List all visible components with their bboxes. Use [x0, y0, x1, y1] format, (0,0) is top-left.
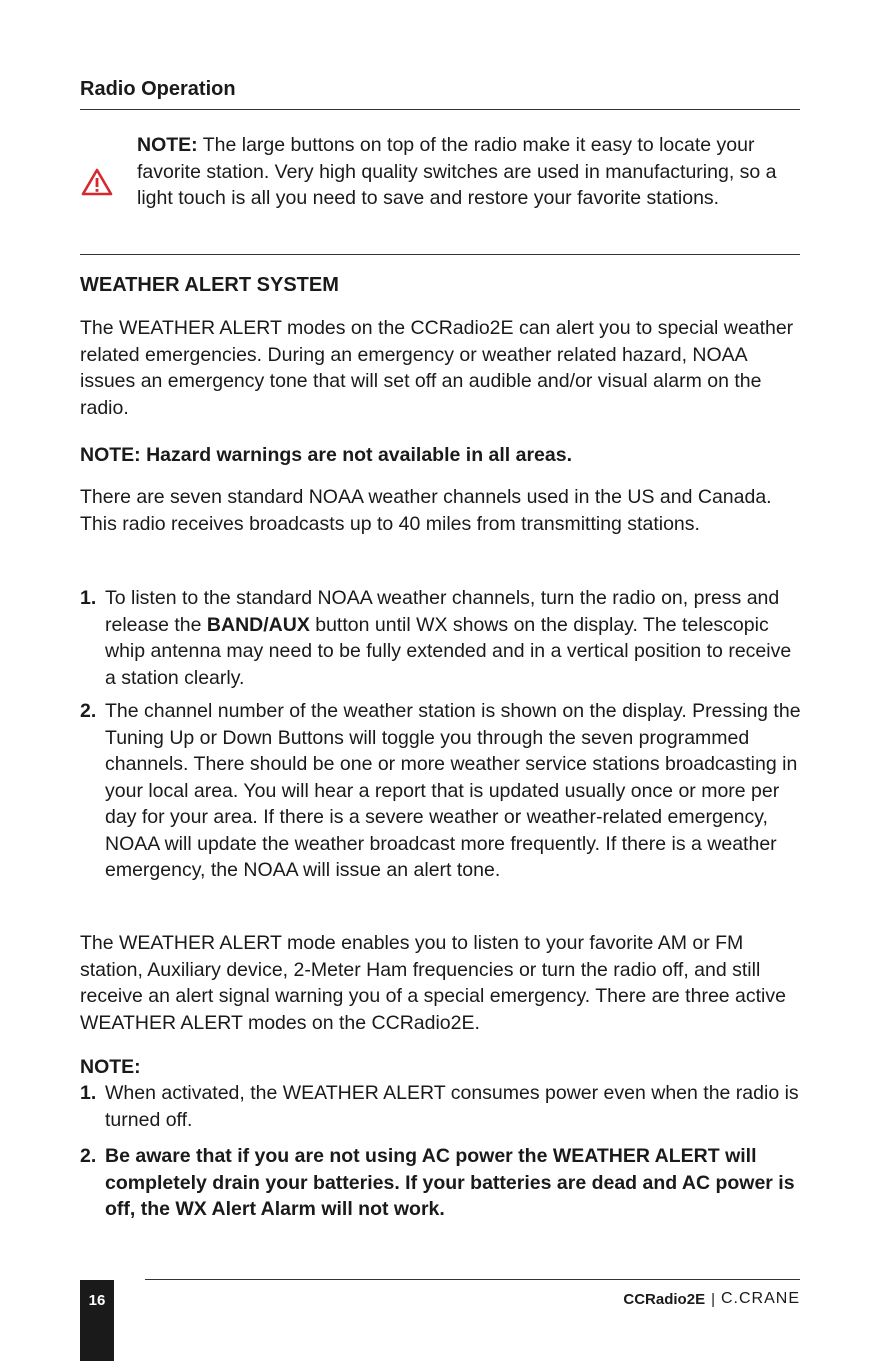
note-2: [80, 1143, 805, 1223]
step-1-text: To listen to the standard NOAA weather channels, turn the radio on, press and release the BAND/AUX button until WX shows on the display. The telescopic whip antenna may need to be fully extended and in a vertical position to receive a station clearly.: [105, 587, 792, 689]
footer-divider: [145, 1279, 800, 1280]
header-divider: [80, 109, 800, 110]
weather-alert-heading: WEATHER ALERT SYSTEM: [80, 274, 339, 296]
step-1: [80, 585, 805, 691]
page-section-title: Radio Operation: [80, 78, 236, 100]
note-1: [80, 1080, 805, 1133]
band-aux-label: BAND/AUX: [206, 613, 310, 636]
note-divider: [80, 254, 800, 255]
note-2-number: 2.: [80, 1145, 97, 1167]
footer-brand: [623, 1290, 800, 1308]
page-number: 16: [88, 1292, 106, 1309]
footer-separator: |: [711, 1290, 715, 1308]
note-box: [137, 132, 797, 212]
step-2-text: The channel number of the weather station is shown on the display. Pressing the Tuning Up or Down Buttons will toggle you through the seven programmed channels. There should be one or more weather service stations broadcasting in your local area. You will hear a report that is updated usually once or more per day for your area. If there is a severe weather or weather-related emergency, NOAA will update the weather broadcast more frequently. If there is a weather emergency, the NOAA will issue an alert tone.: [105, 700, 801, 881]
note-1-number: 1.: [80, 1082, 97, 1104]
step-1-number: 1.: [80, 587, 97, 609]
weather-intro-paragraph: The WEATHER ALERT modes on the CCRadio2E can alert you to special weather related emergencies. During an emergency or weather related hazard, NOAA issues an emergency tone that will set off an audible and/or visual alarm on the radio.: [80, 317, 794, 419]
step-2-number: 2.: [80, 700, 97, 722]
note-2-text: Be aware that if you are not using AC power the WEATHER ALERT will completely drain your batteries. If your batteries are dead and AC power is off, the WX Alert Alarm will not work.: [105, 1145, 795, 1220]
brand-logo: C.CRANE: [720, 1290, 800, 1307]
note-1-text: When activated, the WEATHER ALERT consumes power even when the radio is turned off.: [105, 1082, 799, 1131]
note-text: The large buttons on top of the radio make it easy to locate your favorite station. Very high quality switches are used in manufacturing, so a light touch is all you need to save and restore your favorite stations.: [137, 134, 777, 209]
notes-label: NOTE:: [80, 1056, 141, 1078]
hazard-note: NOTE: Hazard warnings are not available in all areas.: [80, 444, 573, 466]
mode-paragraph: The WEATHER ALERT mode enables you to listen to your favorite AM or FM station, Auxiliary device, 2-Meter Ham frequencies or turn the radio off, and still receive an alert signal warning you of a special emergency. There are three active WEATHER ALERT modes on the CCRadio2E.: [80, 932, 786, 1034]
product-name: CCRadio2E: [623, 1290, 706, 1308]
step-2: [80, 698, 805, 884]
note-label: NOTE:: [137, 134, 198, 156]
warning-triangle-icon: [81, 168, 113, 196]
channels-paragraph: There are seven standard NOAA weather channels used in the US and Canada. This radio receives broadcasts up to 40 miles from transmitting stations.: [80, 486, 772, 535]
